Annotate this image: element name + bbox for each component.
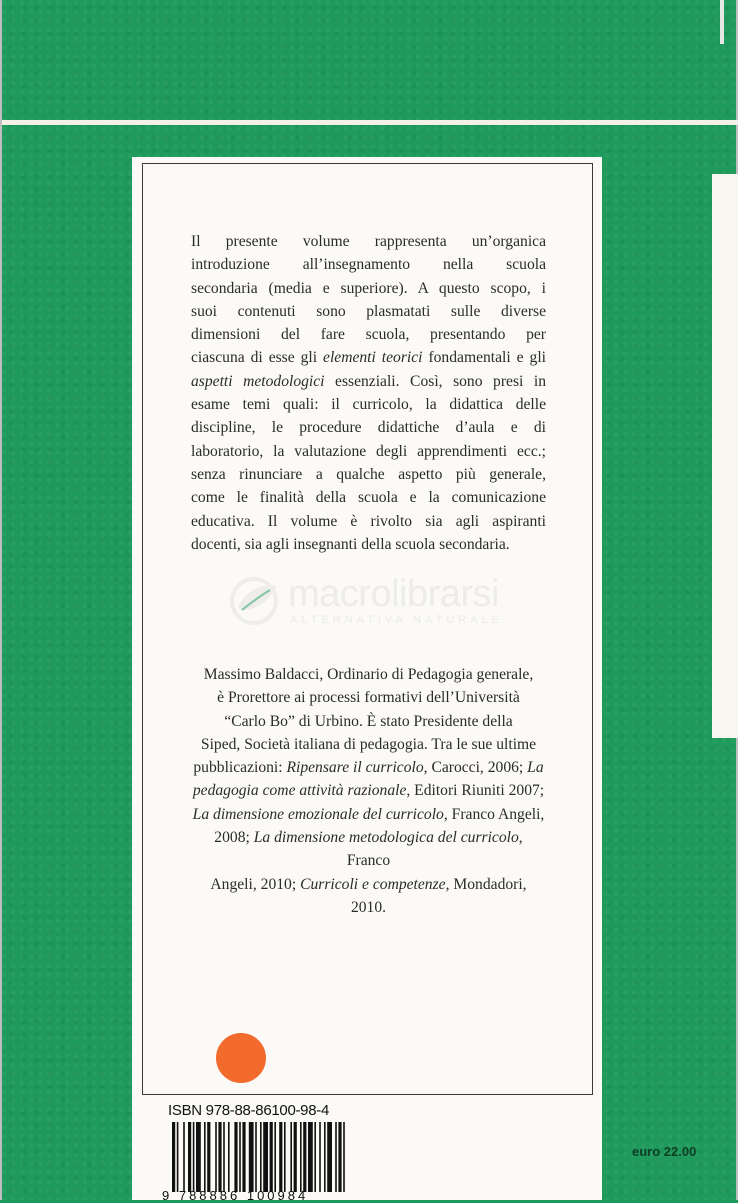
text-line: secondaria (media e superiore). A questo scopo, i xyxy=(191,279,546,297)
text-line: pedagogia come attività razionale, Editori Riuniti 2007; xyxy=(192,782,545,800)
barcode-bar xyxy=(270,1122,273,1192)
barcode-bar xyxy=(327,1122,332,1192)
flap-edge-strip xyxy=(712,174,738,738)
barcode-bar xyxy=(239,1122,241,1192)
italic-title: Ripensare il curricolo xyxy=(286,759,424,777)
barcode-bar xyxy=(308,1122,313,1192)
barcode-bar xyxy=(279,1122,282,1192)
barcode-bar xyxy=(274,1122,276,1192)
text-line: laboratorio, la valutazione degli apprendimenti ecc.; xyxy=(191,442,546,460)
barcode-bar xyxy=(177,1122,179,1192)
barcode xyxy=(168,1122,418,1192)
barcode-bar xyxy=(343,1122,345,1192)
watermark-tagline: ALTERNATIVA NATURALE xyxy=(290,614,504,626)
text-line: introduzione all’insegnamento nella scuola xyxy=(191,256,546,274)
barcode-bar xyxy=(242,1122,245,1192)
barcode-bar xyxy=(300,1122,302,1192)
text-line: educativa. Il volume è rivolto sia agli aspiranti xyxy=(191,512,546,530)
barcode-bar xyxy=(172,1122,175,1192)
barcode-bar xyxy=(324,1122,326,1192)
barcode-bar xyxy=(234,1122,237,1192)
italic-title: La dimensione metodologica del curricolo xyxy=(253,829,519,847)
book-description xyxy=(191,230,546,556)
barcode-bar xyxy=(249,1122,254,1192)
barcode-bar xyxy=(196,1122,201,1192)
barcode-bar xyxy=(314,1122,316,1192)
orange-dot xyxy=(216,1033,266,1083)
barcode-digits: 9 788886 100984 xyxy=(162,1188,309,1203)
italic-title: La xyxy=(527,759,544,777)
italic-title: La dimensione emozionale del curricolo xyxy=(192,805,444,823)
barcode-bar xyxy=(204,1122,206,1192)
barcode-bar xyxy=(255,1122,257,1192)
barcode-bar xyxy=(284,1122,286,1192)
text-line: 2008; La dimensione metodologica del curricolo, Franco xyxy=(214,829,523,870)
barcode-bar xyxy=(294,1122,297,1192)
barcode-bar xyxy=(260,1122,262,1192)
barcode-bar xyxy=(215,1122,217,1192)
barcode-bar xyxy=(290,1122,292,1192)
text-line: Il presente volume rappresenta un’organica xyxy=(191,233,546,250)
leaf-logo-icon xyxy=(224,574,284,626)
text-line: senza rinunciare a qualche aspetto più generale, xyxy=(191,465,546,483)
watermark xyxy=(224,572,524,632)
text-line: aspetti metodologici essenziali. Così, sono presi in xyxy=(191,372,546,390)
italic-title: aspetti metodologici xyxy=(191,372,325,390)
barcode-bar xyxy=(228,1122,230,1192)
text-line: dimensioni del fare scuola, presentando per xyxy=(191,326,546,344)
barcode-bar xyxy=(183,1122,185,1192)
spine-edge-mark xyxy=(720,0,724,44)
barcode-bar xyxy=(263,1122,268,1192)
italic-title: Curricoli e competenze xyxy=(300,875,446,893)
italic-title: elementi teorici xyxy=(323,349,423,367)
top-white-rule xyxy=(2,120,738,125)
text-line: è Prorettore ai processi formativi dell’Università xyxy=(217,689,520,707)
italic-title: pedagogia come attività razionale xyxy=(192,782,407,800)
price-label: euro 22.00 xyxy=(632,1144,697,1159)
barcode-bar xyxy=(207,1122,210,1192)
text-line: docenti, sia agli insegnanti della scuola secondaria. xyxy=(191,535,510,553)
barcode-bar xyxy=(223,1122,225,1192)
barcode-bar xyxy=(303,1122,306,1192)
author-bio xyxy=(191,663,546,919)
text-line: “Carlo Bo” di Urbino. È stato Presidente della xyxy=(224,712,513,730)
barcode-bar xyxy=(188,1122,191,1192)
watermark-name: macrolibrarsi xyxy=(288,573,499,615)
text-line: Massimo Baldacci, Ordinario di Pedagogia generale, xyxy=(203,666,534,683)
text-line: pubblicazioni: Ripensare il curricolo, Carocci, 2006; La xyxy=(193,759,544,777)
text-line: Angeli, 2010; Curricoli e competenze, Mondadori, 2010. xyxy=(210,875,527,916)
barcode-bar xyxy=(193,1122,195,1192)
barcode-bar xyxy=(338,1122,341,1192)
text-line: Siped, Società italiana di pedagogia. Tra le sue ultime xyxy=(200,735,537,753)
text-line: come le finalità della scuola e la comunicazione xyxy=(191,489,546,507)
barcode-bar xyxy=(319,1122,321,1192)
text-line: La dimensione emozionale del curricolo, Franco Angeli, xyxy=(192,805,545,823)
barcode-bar xyxy=(218,1122,221,1192)
text-line: suoi contenuti sono plasmatati sulle diverse xyxy=(191,302,546,320)
text-line: discipline, le procedure didattiche d’aula e di xyxy=(191,419,546,437)
text-line: ciascuna di esse gli elementi teorici fondamentali e gli xyxy=(191,349,546,367)
isbn-label: ISBN 978-88-86100-98-4 xyxy=(168,1102,330,1119)
barcode-bar xyxy=(335,1122,337,1192)
text-line: esame temi quali: il curricolo, la didattica delle xyxy=(191,396,546,414)
